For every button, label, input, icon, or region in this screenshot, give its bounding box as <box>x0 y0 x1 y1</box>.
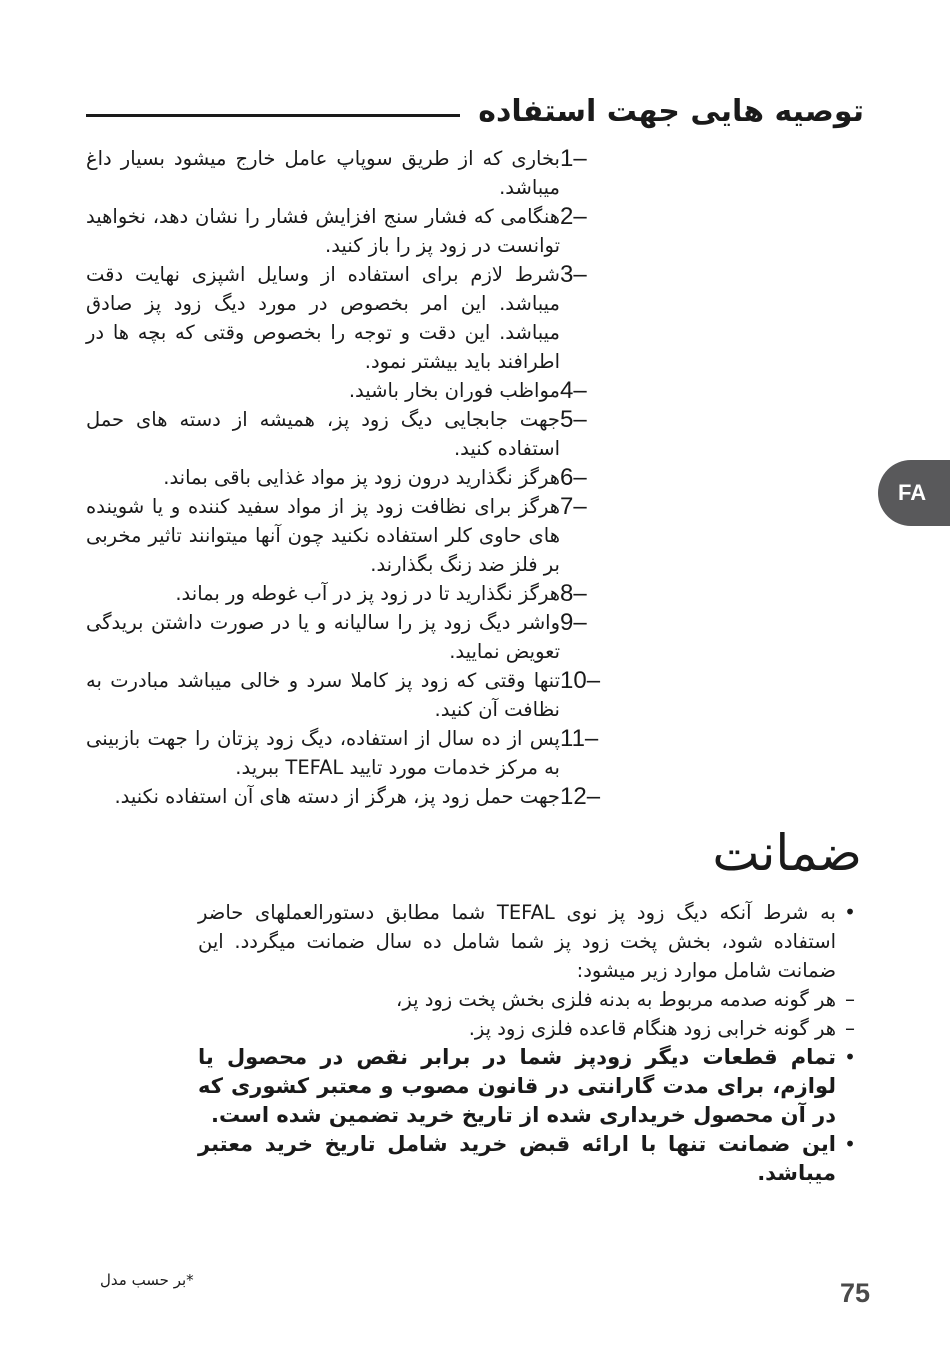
footnote: *بر حسب مدل <box>100 1271 194 1289</box>
guarantee-title: ضمانت <box>712 824 862 882</box>
page-number: 75 <box>840 1278 871 1308</box>
item-number: 4– <box>560 377 587 404</box>
item-text: هرگز نگذارید تا در زود پز در آب غوطه ور بماند. <box>175 582 560 605</box>
item-text: واشر دیگ زود پز را سالیانه و یا در صورت داشتن بریدگی تعویض نمایید. <box>86 611 560 663</box>
list-item <box>86 144 606 202</box>
language-tab <box>878 460 950 526</box>
item-number: 9– <box>560 609 587 636</box>
item-text: تنها وقتی که زود پز کاملا سرد و خالی میباشد مبادرت به نظافت آن کنید. <box>86 669 560 721</box>
item-text: هرگز برای نظافت زود پز از مواد سفید کننده و یا شوینده های حاوی کلر استفاده نکنید چون آنها میتوانند تاثیر مخربی بر فلز ضد زنگ بگذارند. <box>86 495 560 576</box>
list-item <box>86 608 606 666</box>
item-text: به شرط آنکه دیگ زود پز نوی TEFAL شما مطابق دستورالعملهای حاضر استفاده شود، بخش پخت زود پز شما شامل ده سال ضمانت میگردد. این ضمانت شامل موارد زیر میشود: <box>198 901 836 982</box>
item-text: هنگامی که فشار سنج افزایش فشار را نشان دهد، نخواهید توانست در زود پز را باز کنید. <box>86 205 560 257</box>
item-text: شرط لازم برای استفاده از وسایل اشپزی نهایت دقت میباشد. این امر بخصوص در مورد دیگ زود پز صادق میباشد. این دقت و توجه را بخصوص وقتی که بچه ها در اطرافند باید بیشتر نمود. <box>86 263 560 373</box>
item-text: این ضمانت تنها با ارائه قبض خرید شامل تاریخ خرید معتبر میباشد. <box>198 1132 836 1185</box>
section-title: توصیه هایی جهت استفاده <box>478 93 864 129</box>
list-item <box>198 1130 864 1188</box>
item-text: هر گونه خرابی زود هنگام قاعده فلزی زود پز. <box>468 1017 836 1040</box>
list-item <box>86 463 606 492</box>
list-item <box>86 724 606 782</box>
item-text: بخاری که از طریق سوپاپ عامل خارج میشود بسیار داغ میباشد. <box>86 147 560 199</box>
item-number: 8– <box>560 580 587 607</box>
list-item <box>198 1043 864 1130</box>
list-item <box>86 492 606 579</box>
item-text: هر گونه صدمه مربوط به بدنه فلزی بخش پخت زود پز، <box>396 988 836 1011</box>
list-item <box>198 898 864 985</box>
list-item <box>198 1014 864 1043</box>
language-tab-label: FA <box>898 480 927 505</box>
item-number: 6– <box>560 464 587 491</box>
item-number: 2– <box>560 203 587 230</box>
item-text: جهت حمل زود پز، هرگز از دسته های آن استفاده نکنید. <box>114 785 560 808</box>
list-item <box>86 260 606 376</box>
item-number: 5– <box>560 406 587 433</box>
item-number: 1– <box>560 145 587 172</box>
list-item <box>86 666 606 724</box>
item-number: 7– <box>560 493 587 520</box>
item-text: پس از ده سال از استفاده، دیگ زود پزتان را جهت بازبینی به مرکز خدمات مورد تایید TEFAL ببرید. <box>86 727 560 779</box>
item-number: 12– <box>560 783 601 810</box>
item-number: 10– <box>560 667 601 694</box>
list-item <box>86 376 606 405</box>
dash-marker: – <box>845 987 855 1011</box>
bullet-marker: • <box>844 900 856 924</box>
item-text: جهت جابجایی دیگ زود پز، همیشه از دسته های حمل استفاده کنید. <box>86 408 560 460</box>
dash-marker: – <box>845 1016 855 1040</box>
bullet-marker: • <box>844 1045 856 1069</box>
item-text: مواظب فوران بخار باشید. <box>348 379 560 402</box>
list-item <box>86 579 606 608</box>
bullet-marker: • <box>844 1132 856 1156</box>
list-item <box>198 985 864 1014</box>
recommendations-list <box>86 144 606 811</box>
list-item <box>86 782 606 811</box>
item-number: 11– <box>560 725 599 752</box>
item-text: تمام قطعات دیگر زودپز شما در برابر نقص در محصول یا لوازم، برای مدت گارانتی در قانون مصوب و معتبر کشوری که در آن محصول خریداری شده از تاریخ خرید تضمین شده است. <box>198 1045 836 1127</box>
list-item <box>86 202 606 260</box>
guarantee-list <box>198 898 864 1188</box>
item-number: 3– <box>560 261 587 288</box>
item-text: هرگز نگذارید درون زود پز مواد غذایی باقی بماند. <box>163 466 560 489</box>
list-item <box>86 405 606 463</box>
recommendations-heading <box>86 88 864 134</box>
heading-rule <box>86 114 460 117</box>
